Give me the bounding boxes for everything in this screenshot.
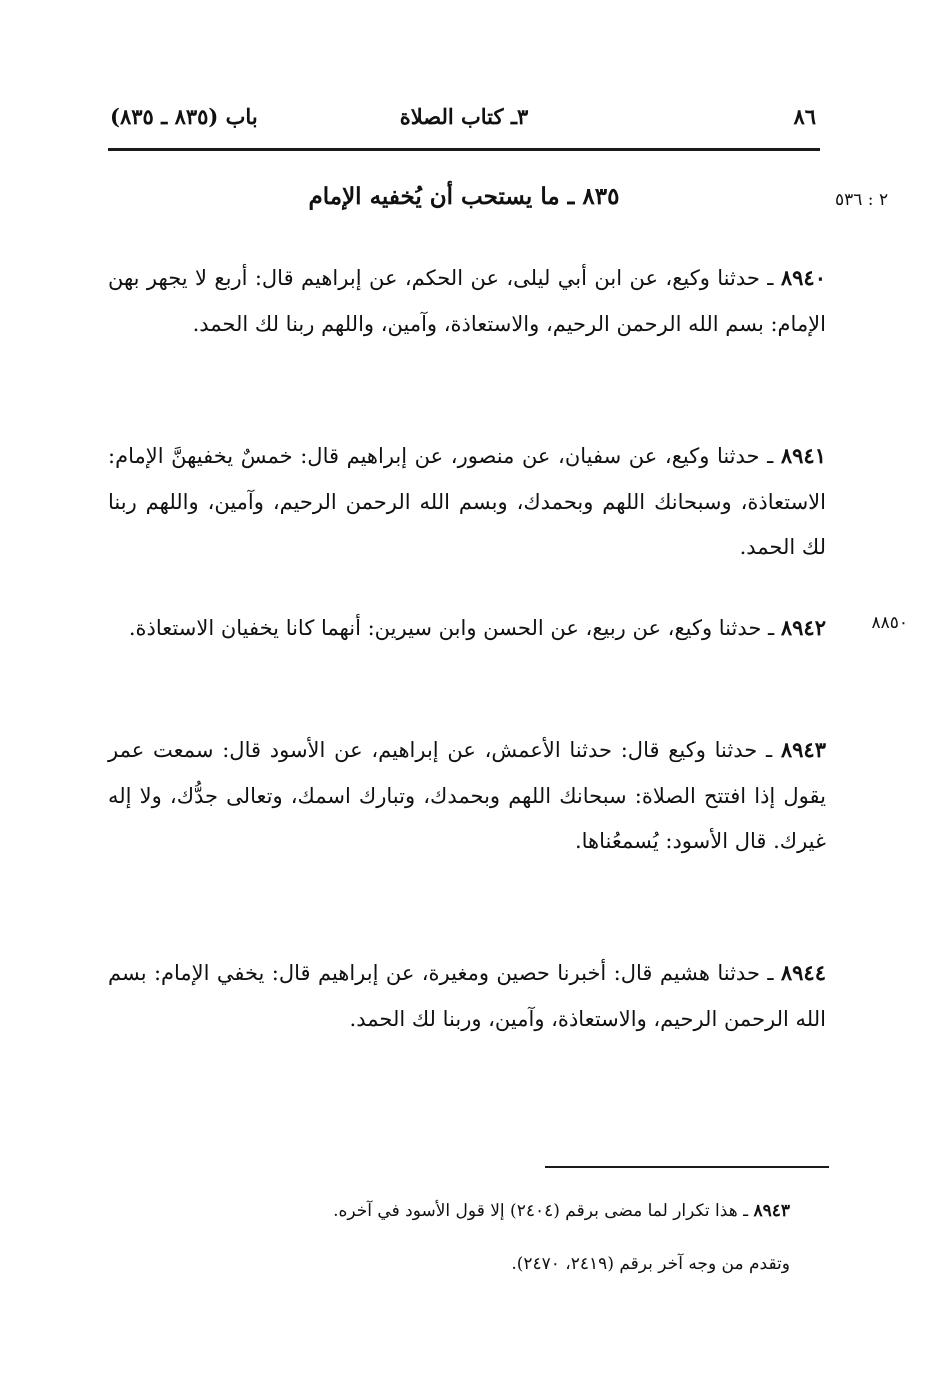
hadith-text: ـ حدثنا وكيع، عن سفيان، عن منصور، عن إبراهيم قال: خمسٌ يخفيهنَّ الإمام: الاستعاذة، وسبحانك اللهم وبحمدك، وبسم الله الرحمن الرحيم، وآمين، واللهم ربنا لك الحمد.: [108, 444, 826, 559]
hadith-text: ـ حدثنا هشيم قال: أخبرنا حصين ومغيرة، عن إبراهيم قال: يخفي الإمام: بسم الله الرحمن الرحيم، والاستعاذة، وآمين، وربنا لك الحمد.: [108, 961, 826, 1031]
chapter-range: باب (٨٣٥ ـ ٨٣٥): [110, 104, 258, 129]
hadith-number: ٨٩٤٤: [780, 960, 826, 985]
hadith-8943: [108, 727, 826, 865]
footnote-8943: [150, 1196, 790, 1226]
margin-reference-hadith-8942: ٨٨٥٠: [871, 613, 908, 633]
hadith-text: ـ حدثنا وكيع، عن ربيع، عن الحسن وابن سيرين: أنهما كانا يخفيان الاستعاذة.: [128, 616, 781, 640]
hadith-number: ٨٩٤٣: [780, 737, 826, 762]
hadith-number: ٨٩٤١: [780, 443, 826, 468]
footnote-number: ٨٩٤٣: [753, 1201, 790, 1221]
footnote-divider: [545, 1166, 829, 1168]
hadith-text: ـ حدثنا وكيع، عن ابن أبي ليلى، عن الحكم، عن إبراهيم قال: أربع لا يجهر بهن الإمام: بسم الله الرحمن الرحيم، والاستعاذة، وآمين، واللهم ربنا لك الحمد.: [108, 266, 826, 336]
footnote-text: ـ هذا تكرار لما مضى برقم (٢٤٠٤) إلا قول الأسود في آخره.: [333, 1201, 754, 1221]
hadith-8944: [108, 950, 826, 1042]
hadith-8942: [108, 605, 826, 652]
hadith-8940: [108, 255, 826, 347]
hadith-8941: [108, 433, 826, 571]
margin-reference-top: ٢ : ٥٣٦: [835, 190, 889, 210]
footnote-continuation: [150, 1249, 790, 1279]
hadith-number: ٨٩٤٢: [780, 615, 826, 640]
hadith-text: ـ حدثنا وكيع قال: حدثنا الأعمش، عن إبراهيم، عن الأسود قال: سمعت عمر يقول إذا افتتح الصلاة: سبحانك اللهم وبحمدك، وتبارك اسمك، وتعالى جدُّك، ولا إله غيرك. قال الأسود: يُسمعُناها.: [108, 738, 826, 853]
hadith-number: ٨٩٤٠: [780, 265, 826, 290]
page-number: ٨٦: [793, 104, 816, 129]
book-title: ٣ـ كتاب الصلاة: [399, 104, 529, 129]
chapter-title: ٨٣٥ ـ ما يستحب أن يُخفيه الإمام: [308, 183, 620, 210]
running-header: [108, 100, 820, 150]
header-divider: [108, 148, 820, 151]
footnote-text: وتقدم من وجه آخر برقم (٢٤١٩، ٢٤٧٠).: [511, 1254, 790, 1274]
